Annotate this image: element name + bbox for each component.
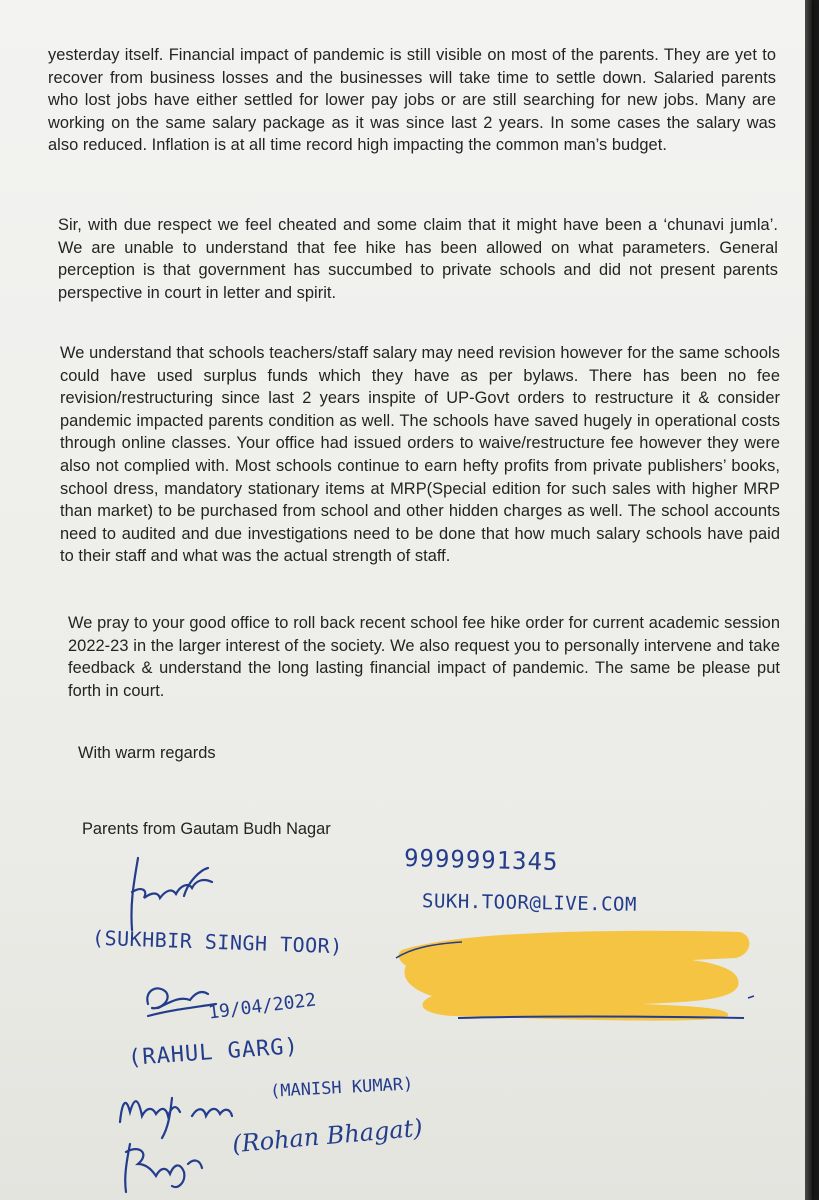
handwritten-email: SUKH.TOOR@LIVE.COM	[421, 890, 638, 916]
handwritten-name-3: (MANISH KUMAR)	[269, 1074, 414, 1102]
signatory-line: Parents from Gautam Budh Nagar	[82, 820, 331, 838]
paragraph-prayer: We pray to your good office to roll back recent school fee hike order for current academic session 2022-23 in the larger interest of the society. We also request you to personally intervene and take feedback & understand the long lasting financial impact of pandemic. The same be please put forth in court.	[68, 614, 780, 700]
paragraph-cheated: Sir, with due respect we feel cheated and some claim that it might have been a ‘chunavi jumla’. We are unable to understand that fee hike has been allowed on what parameters. General perception is that government has succumbed to private schools and did not present parents perspective in court in letter and spirit.	[58, 216, 778, 302]
handwritten-date: 19/04/2022	[207, 989, 318, 1024]
handwritten-underline	[456, 1012, 746, 1024]
handwritten-name-2: (RAHUL GARG)	[127, 1034, 300, 1071]
handwritten-name-1: (SUKHBIR SINGH TOOR)	[91, 925, 344, 959]
handwritten-phone: 9999991345	[403, 843, 559, 877]
paragraph-salary-revision: We understand that schools teachers/staff salary may need revision however for the same schools could have used surplus funds which they have as per bylaws. There has been no fee revision/restructuring since last 2 years inspite of UP-Govt orders to restructure it & consider pandemic impacted parents condition as well. The schools have saved hugely in operational costs through online classes. Your office had issued orders to waive/restructure fee however they were also not complied with. Most schools continue to earn hefty profits from private publishers’ books, school dress, mandatory stationary items at MRP(Special edition for such sales with higher MRP than market) to be purchased from school and other hidden charges as well. The school accounts need to audited and due investigations need to be done that how much salary schools have paid to their staff and what was the actual strength of staff.	[60, 344, 780, 566]
redaction-highlight	[392, 920, 756, 1024]
signature-4-icon	[116, 1134, 216, 1196]
page-edge-shadow	[805, 0, 812, 1200]
paragraph-financial-impact: yesterday itself. Financial impact of pandemic is still visible on most of the parents. They are yet to recover from business losses and the businesses will take time to settle down. Salaried parents who lost jobs have either settled for lower pay jobs or are still searching for new jobs. Many are working on the same salary package as it was since last 2 years. In some cases the salary was also reduced. Inflation is at all time record high impacting the common man’s budget.	[48, 46, 776, 155]
handwritten-name-4: (Rohan Bhagat)	[231, 1113, 424, 1159]
closing-line: With warm regards	[78, 744, 216, 762]
